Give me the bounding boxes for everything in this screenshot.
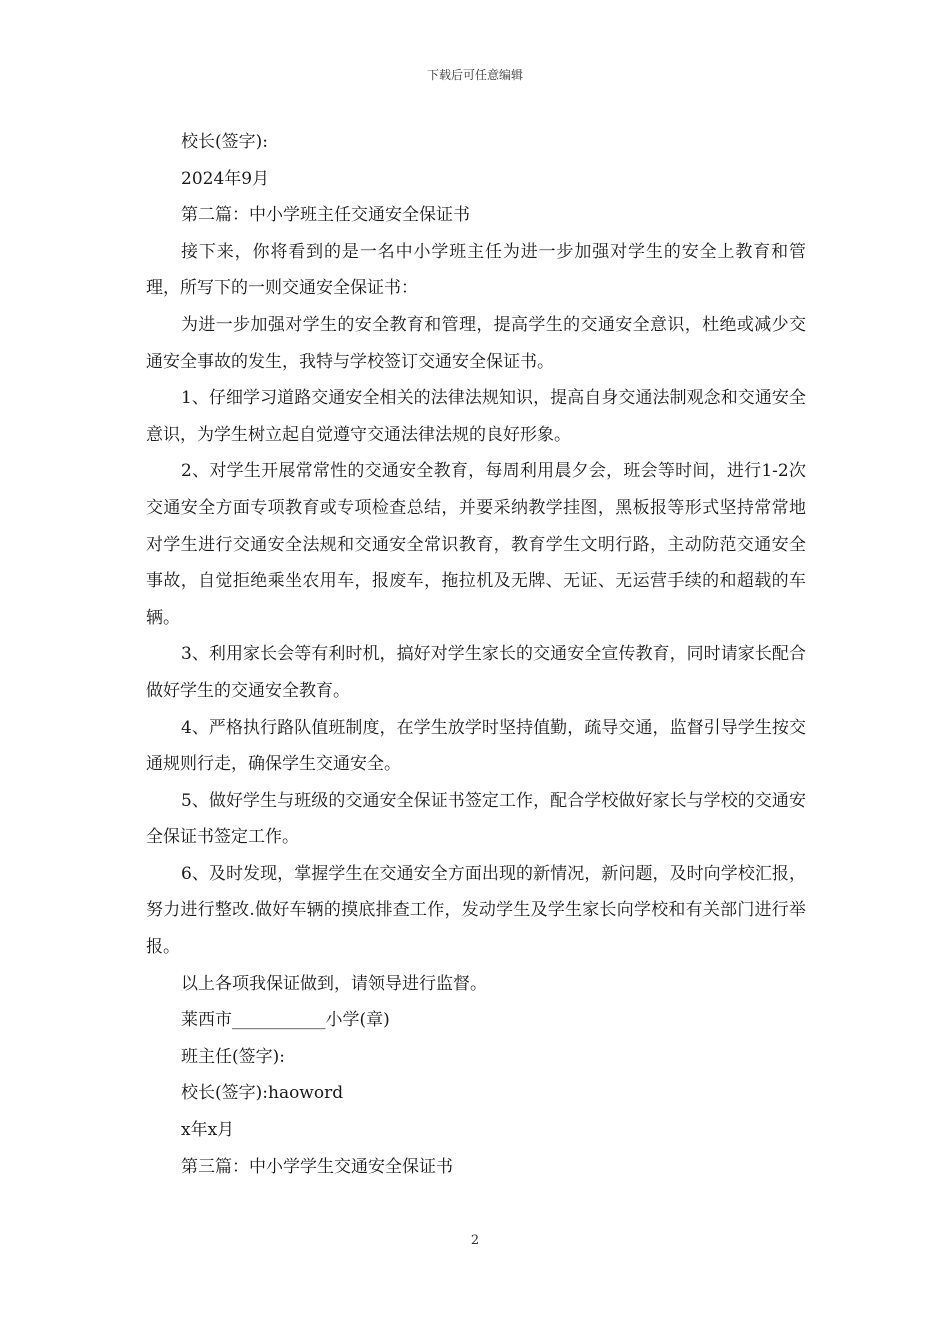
paragraph-item-1: 1、仔细学习道路交通安全相关的法律法规知识，提高自身交通法制观念和交通安全意识，为学生树立起自觉遵守交通法律法规的良好形象。 xyxy=(146,388,806,445)
signature-teacher: 班主任(签字): xyxy=(181,1046,285,1067)
paragraph-item-4: 4、严格执行路队值班制度，在学生放学时坚持值勤，疏导交通，监督引导学生按交通规则行走，确保学生交通安全。 xyxy=(146,717,806,775)
section-title-3: 第三篇：中小学学生交通安全保证书 xyxy=(181,1156,453,1177)
paragraph-item-5: 5、做好学生与班级的交通安全保证书签定工作，配合学校做好家长与学校的交通安全保证书签定工作。 xyxy=(146,790,806,848)
paragraph-item-2: 2、对学生开展常常性的交通安全教育，每周利用晨夕会，班会等时间，进行1-2次交通安全方面专项教育或专项检查总结，并要采纳教学挂图，黑板报等形式坚持常常地对学生进行交通安全法规和交通安全常识教育，教育学生文明行路，主动防范交通安全事故，自觉拒绝乘坐农用车，报废车，拖拉机及无牌、无证、无运营手续的和超载的车辆。 xyxy=(146,461,806,628)
paragraph-purpose: 为进一步加强对学生的安全教育和管理，提高学生的交通安全意识，杜绝或减少交通安全事故的发生，我特与学校签订交通安全保证书。 xyxy=(146,314,806,372)
page-header: 下载后可任意编辑 xyxy=(426,68,523,82)
paragraph-closing: 以上各项我保证做到，请领导进行监督。 xyxy=(181,973,487,994)
paragraph-item-3: 3、利用家长会等有利时机，搞好对学生家长的交通安全宣传教育，同时请家长配合做好学生的交通安全教育。 xyxy=(146,644,806,701)
document-body xyxy=(146,124,806,1185)
section-title-2: 第二篇：中小学班主任交通安全保证书 xyxy=(181,205,470,226)
school-seal-line: 莱西市___________小学(章) xyxy=(181,1010,390,1031)
signature-principal-2: 校长(签字):haoword xyxy=(181,1083,344,1104)
page-number: 2 xyxy=(470,1233,480,1248)
date-line: 2024年9月 xyxy=(181,168,270,189)
signature-principal: 校长(签字): xyxy=(181,132,268,152)
date-line-2: x年x月 xyxy=(181,1120,235,1141)
paragraph-item-6: 6、及时发现，掌握学生在交通安全方面出现的新情况，新问题，及时向学校汇报，努力进行整改.做好车辆的摸底排查工作，发动学生及学生家长向学校和有关部门进行举报。 xyxy=(146,863,806,958)
paragraph-intro: 接下来，你将看到的是一名中小学班主任为进一步加强对学生的安全上教育和管理，所写下的一则交通安全保证书： xyxy=(146,241,806,299)
